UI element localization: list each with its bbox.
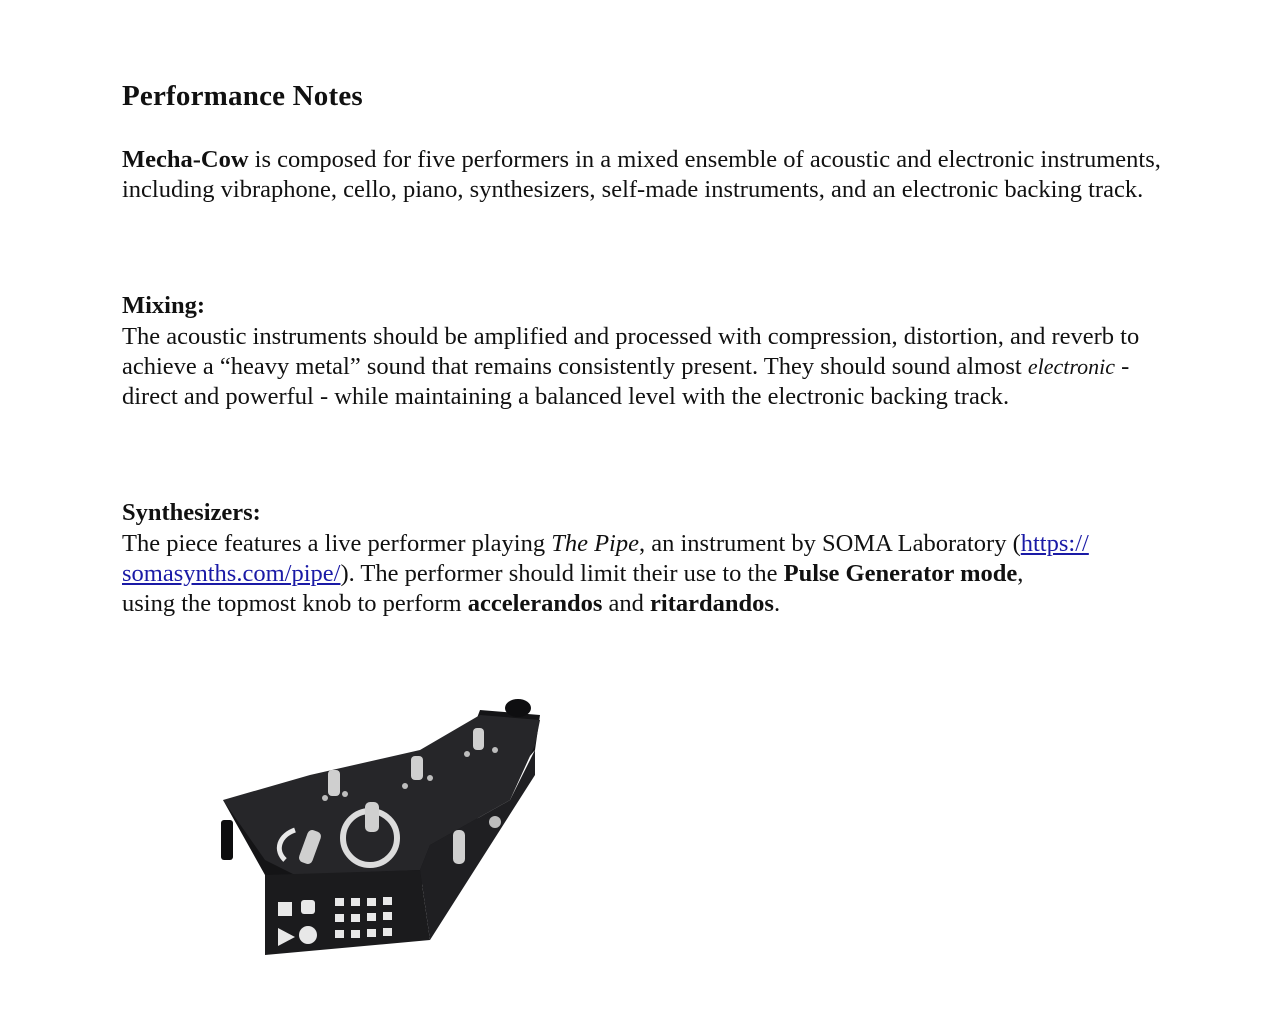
- pipe-link-part-2[interactable]: somasynths.com/pipe/: [122, 560, 341, 587]
- side-jack: [221, 820, 233, 860]
- synth-text-3: ). The performer should limit their use to the: [340, 560, 784, 587]
- mixing-paragraph: [122, 322, 1162, 412]
- synthesizers-heading: Synthesizers:: [122, 499, 261, 526]
- pipe-link-part-1[interactable]: https://: [1020, 530, 1089, 557]
- piece-title: Mecha-Cow: [122, 146, 249, 173]
- accelerandos-term: accelerandos: [467, 590, 603, 617]
- intro-paragraph: [122, 145, 1162, 205]
- mixing-text-2: - direct and powerful - while maintaining a balanced level with the electronic backing track.: [122, 353, 1130, 410]
- page-title: Performance Notes: [122, 80, 363, 112]
- mode-name: Pulse Generator mode: [783, 560, 1018, 587]
- mixing-heading: Mixing:: [122, 292, 206, 319]
- intro-text: is composed for five performers in a mixed ensemble of acoustic and electronic instruments, including vibraphone, cello, piano, synthesizers, self-made instruments, and an electronic backing track.: [122, 146, 1161, 203]
- synth-text-6: and: [602, 590, 651, 617]
- mixing-text-1: The acoustic instruments should be amplified and processed with compression, distortion, and reverb to achieve a “heavy metal” sound that remains consistently present. They should sound almost: [122, 323, 1140, 380]
- synth-text-4: ,: [1017, 560, 1024, 587]
- synth-text-7: .: [773, 590, 781, 617]
- output-tube: [505, 699, 531, 717]
- pipe-instrument-image: [205, 690, 565, 965]
- synth-text-2: , an instrument by SOMA Laboratory (: [639, 530, 1021, 557]
- device-top-face: [223, 715, 540, 875]
- mixing-emphasis: electronic: [1027, 354, 1115, 379]
- ritardandos-term: ritardandos: [650, 590, 774, 617]
- instrument-name: The Pipe: [551, 530, 639, 557]
- synthesizers-paragraph: [122, 529, 1167, 619]
- synth-text-5: using the topmost knob to perform: [122, 590, 468, 617]
- synth-text-1: The piece features a live performer playing: [122, 530, 552, 557]
